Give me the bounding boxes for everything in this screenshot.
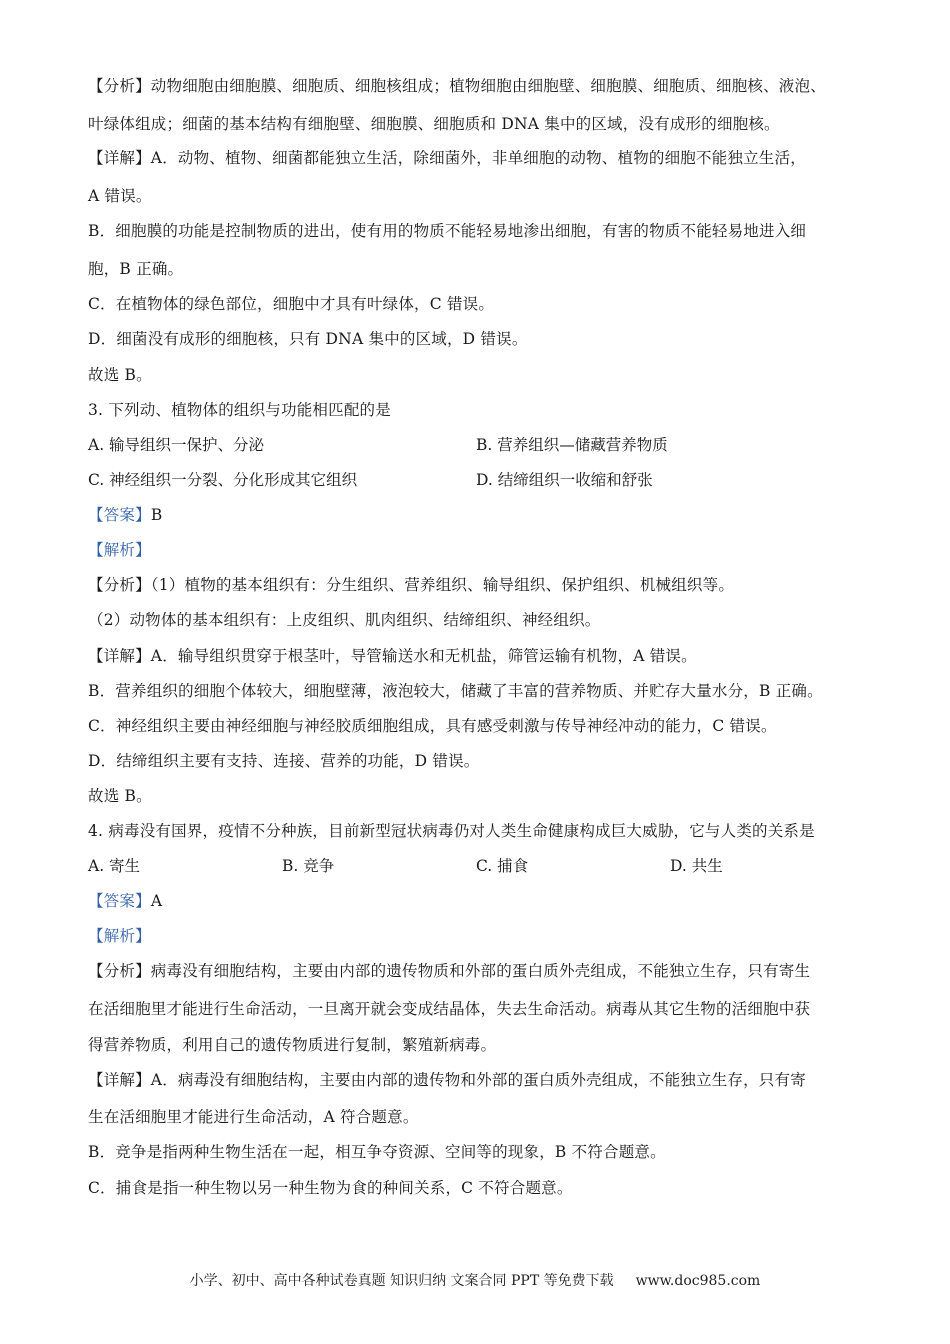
page-footer [0,1270,950,1290]
q4-option-c: C. 捕食 [476,857,529,875]
q4-analysis-line-3: 得营养物质，利用自己的遗传物质进行复制，繁殖新病毒。 [88,1036,497,1054]
q3-detail-b: B．营养组织的细胞个体较大，细胞壁薄，液泡较大，储藏了丰富的营养物质、并贮存大量水分，B 正确。 [88,682,823,700]
q2-detail-c: C．在植物体的绿色部位，细胞中才具有叶绿体，C 错误。 [88,295,495,313]
q3-option-a: A. 输导组织一保护、分泌 [88,436,265,454]
q4-detail-c: C．捕食是指一种生物以另一种生物为食的种间关系，C 不符合题意。 [88,1179,573,1197]
q2-conclusion: 故选 B。 [88,366,152,384]
q3-detail-c: C．神经组织主要由神经细胞与神经胶质细胞组成，具有感受刺激与传导神经冲动的能力，C 错误。 [88,717,777,735]
q4-answer-value: A [150,892,163,910]
q3-analysis-line-2: （2）动物体的基本组织有：上皮组织、肌肉组织、结缔组织、神经组织。 [88,611,601,629]
q3-option-d: D. 结缔组织一收缩和舒张 [476,471,653,489]
q2-detail-b-line-2: 胞，B 正确。 [88,260,184,278]
footer-url-link[interactable]: www.doc985.com [635,1273,761,1289]
q3-stem: 3. 下列动、植物体的组织与功能相匹配的是 [88,401,391,419]
q4-analysis-line-1: 【分析】病毒没有细胞结构，主要由内部的遗传物质和外部的蛋白质外壳组成，不能独立生存，只有寄生 [88,962,811,980]
q4-option-b: B. 竞争 [282,857,335,875]
footer-text: 小学、初中、高中各种试卷真题 知识归纳 文案合同 PPT 等免费下载 [189,1273,614,1289]
q4-detail-b: B．竞争是指两种生物生活在一起，相互争夺资源、空间等的现象，B 不符合题意。 [88,1143,666,1161]
q2-detail-a-line-2: A 错误。 [88,187,152,205]
q4-analysis-line-2: 在活细胞里才能进行生命活动，一旦离开就会变成结晶体，失去生命活动。病毒从其它生物的活细胞中获 [88,1000,811,1018]
q2-detail-a-line-1: 【详解】A．动物、植物、细菌都能独立生活，除细菌外，非单细胞的动物、植物的细胞不能独立生活， [88,149,806,167]
q4-stem: 4. 病毒没有国界，疫情不分种族，目前新型冠状病毒仍对人类生命健康构成巨大威胁，它与人类的关系是 [88,822,815,840]
answer-tag: 【答案】 [88,892,151,910]
q3-explain-tag: 【解析】 [88,541,151,559]
q2-analysis-line-2: 叶绿体组成；细菌的基本结构有细胞壁、细胞膜、细胞质和 DNA 集中的区域，没有成形的细胞核。 [88,115,780,133]
q3-option-c: C. 神经组织一分裂、分化形成其它组织 [88,471,358,489]
q3-conclusion: 故选 B。 [88,787,152,805]
q2-detail-d: D．细菌没有成形的细胞核，只有 DNA 集中的区域，D 错误。 [88,330,528,348]
q2-analysis-line-1: 【分析】动物细胞由细胞膜、细胞质、细胞核组成；植物细胞由细胞壁、细胞膜、细胞质、细胞核、液泡、 [88,77,826,95]
answer-tag: 【答案】 [88,506,151,524]
q3-detail-d: D．结缔组织主要有支持、连接、营养的功能，D 错误。 [88,752,480,770]
q2-detail-b-line-1: B．细胞膜的功能是控制物质的进出，使有用的物质不能轻易地渗出细胞，有害的物质不能轻易地进入细 [88,222,807,240]
q4-explain-tag: 【解析】 [88,927,151,945]
q4-answer-line [88,891,878,911]
q4-detail-a-line-1: 【详解】A．病毒没有细胞结构，主要由内部的遗传物和外部的蛋白质外壳组成，不能独立生存，只有寄 [88,1071,806,1089]
q4-option-d: D. 共生 [670,857,723,875]
q3-answer-value: B [150,506,163,524]
q3-option-b: B. 营养组织—储藏营养物质 [476,436,668,454]
q4-option-a: A. 寄生 [88,857,141,875]
q3-answer-line [88,505,878,525]
q3-analysis-line-1: 【分析】（1）植物的基本组织有：分生组织、营养组织、输导组织、保护组织、机械组织等。 [88,576,735,594]
q4-detail-a-line-2: 生在活细胞里才能进行生命活动，A 符合题意。 [88,1108,419,1126]
q3-detail-a: 【详解】A．输导组织贯穿于根茎叶，导管输送水和无机盐，筛管运输有机物，A 错误。 [88,647,697,665]
